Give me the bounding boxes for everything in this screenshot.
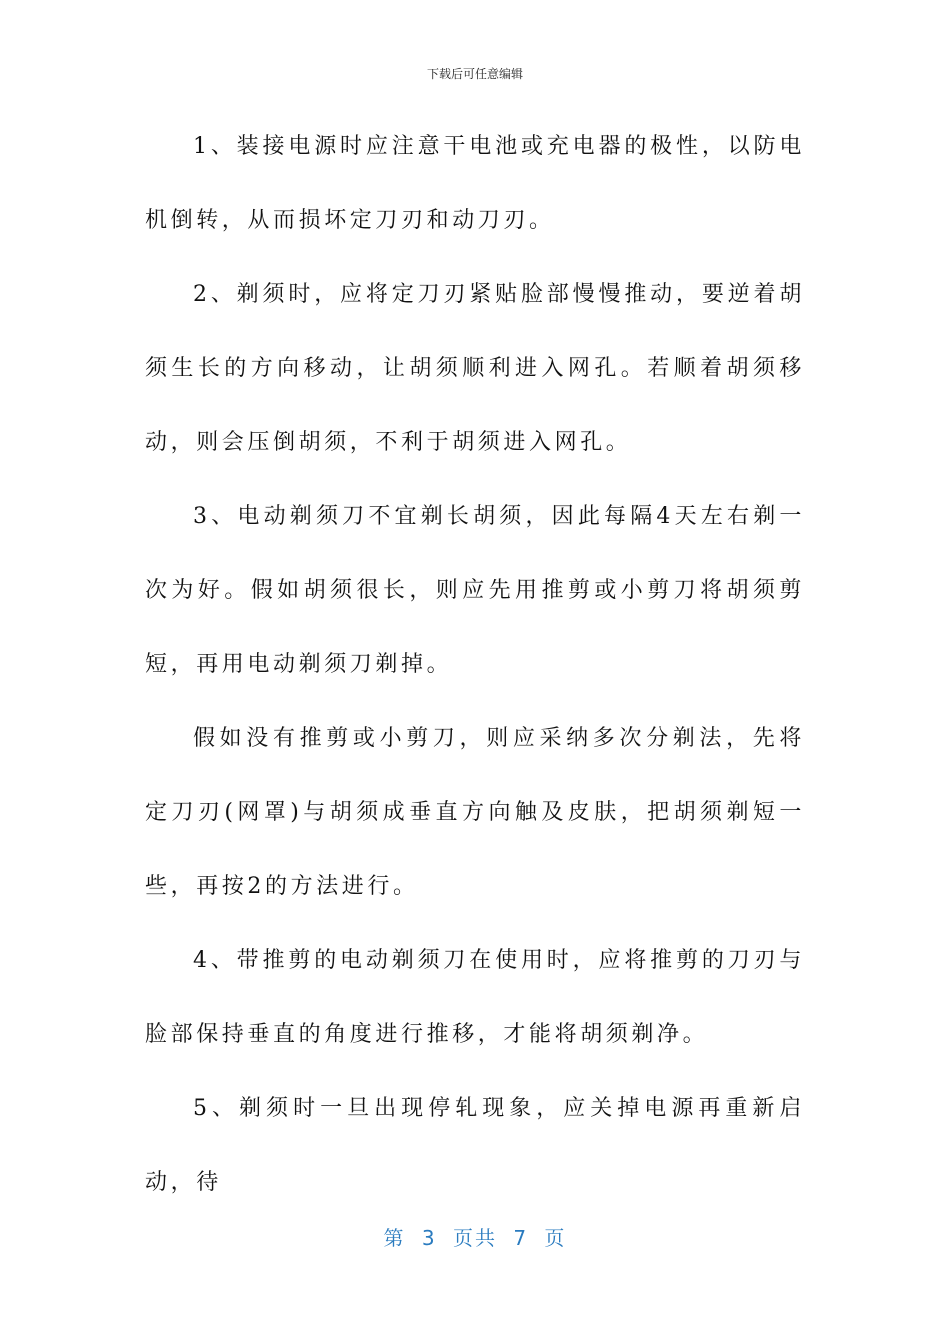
paragraph-4: 假如没有推剪或小剪刀，则应采纳多次分剃法，先将定刀刃(网罩)与胡须成垂直方向触及皮肤，把胡须剃短一些，再按2的方法进行。 [145, 726, 805, 899]
header-note: 下载后可任意编辑 [426, 67, 523, 81]
paragraph-5: 4、带推剪的电动剃须刀在使用时，应将推剪的刀刃与脸部保持垂直的角度进行推移，才能将胡须剃净。 [145, 948, 805, 1047]
paragraph-1: 1、装接电源时应注意干电池或充电器的极性，以防电机倒转，从而损坏定刀刃和动刀刃。 [145, 134, 805, 233]
paragraph-3: 3、电动剃须刀不宜剃长胡须，因此每隔4天左右剃一次为好。假如胡须很长，则应先用推剪或小剪刀将胡须剪短，再用电动剃须刀剃掉。 [145, 504, 805, 677]
paragraph-2: 2、剃须时，应将定刀刃紧贴脸部慢慢推动，要逆着胡须生长的方向移动，让胡须顺利进入网孔。若顺着胡须移动，则会压倒胡须，不利于胡须进入网孔。 [145, 282, 805, 455]
paragraph-6: 5、剃须时一旦出现停轧现象，应关掉电源再重新启动，待 [145, 1096, 805, 1195]
document-body [145, 110, 805, 1220]
page-number: 第 3 页共 7 页 [383, 1226, 567, 1250]
